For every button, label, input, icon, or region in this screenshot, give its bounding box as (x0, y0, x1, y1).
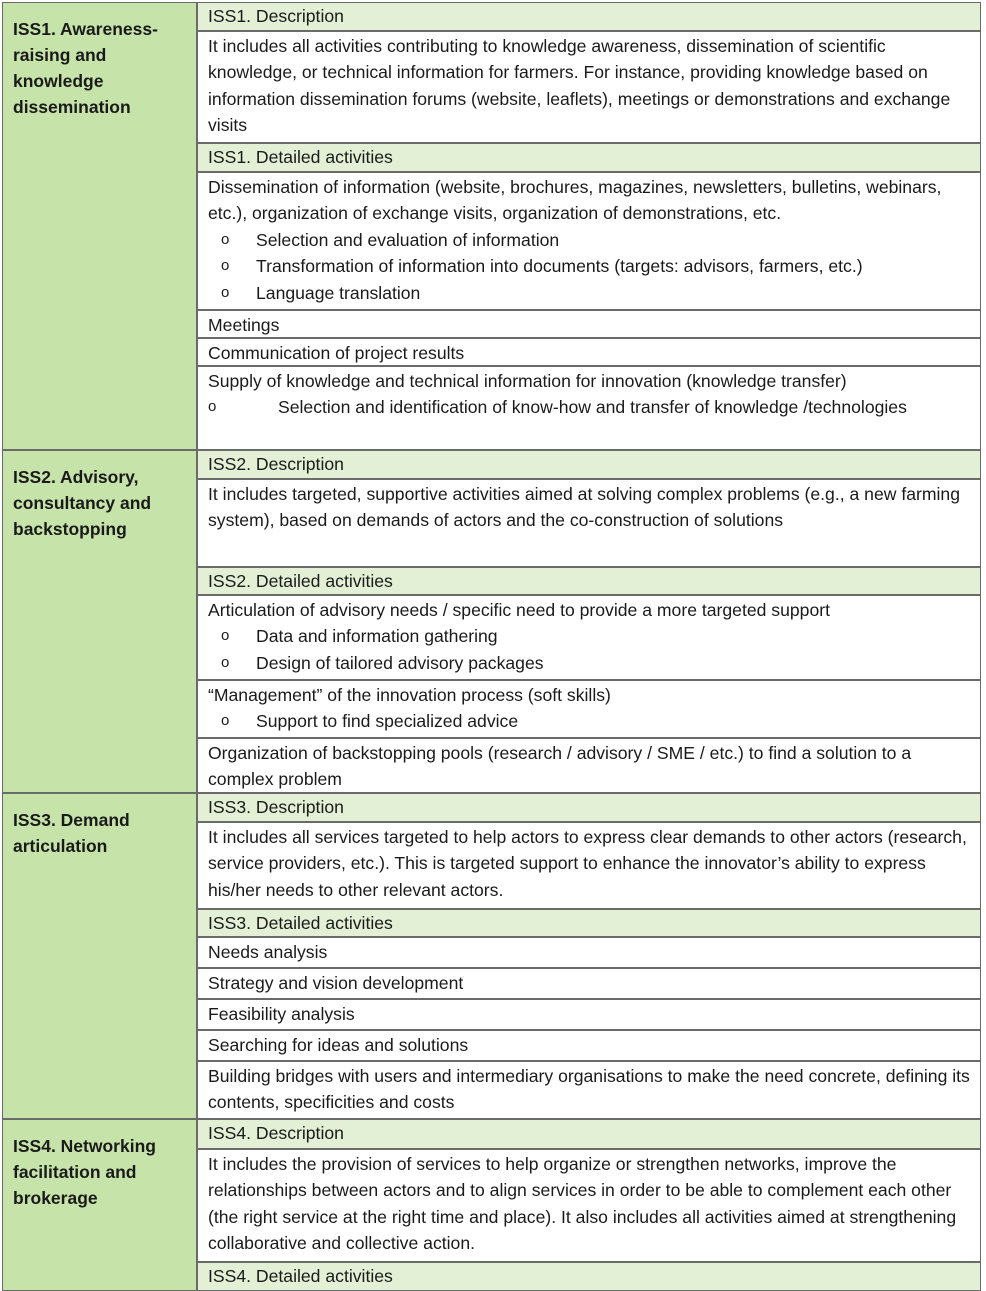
activity-item (197, 366, 981, 450)
activity-item: Searching for ideas and solutions (197, 1030, 981, 1061)
activities-header: ISS4. Detailed activities (197, 1262, 981, 1291)
description-text: It includes all services targeted to help actors to express clear demands to other actors (research, service providers, etc.). This is targeted support to enhance the innovator’s ability to express his/her needs to other relevant actors. (197, 822, 981, 909)
activity-bullet: o Design of tailored advisory packages (208, 650, 972, 676)
section-iss2 (2, 450, 981, 793)
activity-item: Meetings (197, 310, 981, 338)
activity-item: Building bridges with users and intermediary organisations to make the need concrete, defining its contents, specificities and costs (197, 1061, 981, 1119)
section-iss4 (2, 1119, 981, 1291)
bullet-icon: o (221, 283, 230, 301)
activity-item: Organization of backstopping pools (research / advisory / SME / etc.) to find a solution to a complex problem (197, 738, 981, 793)
description-header: ISS1. Description (197, 2, 981, 31)
section-title: ISS2. Advisory, consultancy and backstopping (2, 450, 197, 793)
activity-item (197, 172, 981, 310)
activity-item (197, 595, 981, 680)
bullet-icon: o (221, 257, 230, 275)
activity-bullet: o Support to find specialized advice (208, 708, 972, 734)
activity-item: Needs analysis (197, 937, 981, 968)
activity-bullet: o Selection and evaluation of information (208, 227, 972, 253)
description-header: ISS4. Description (197, 1119, 981, 1149)
activity-item (197, 680, 981, 738)
activity-item: Feasibility analysis (197, 999, 981, 1030)
activity-text: “Management” of the innovation process (soft skills) (208, 685, 611, 705)
activity-bullet: o Selection and identification of know-how and transfer of knowledge /technologies (208, 394, 972, 420)
activity-item: Strategy and vision development (197, 968, 981, 999)
section-title: ISS4. Networking facilitation and brokerage (2, 1119, 197, 1291)
activity-text: Dissemination of information (website, brochures, magazines, newsletters, bulletins, webinars, etc.), organization of exchange visits, organization of demonstrations, etc. (208, 177, 942, 224)
activities-header: ISS1. Detailed activities (197, 143, 981, 172)
section-iss3 (2, 793, 981, 1119)
section-iss1 (2, 2, 981, 450)
activity-text: Articulation of advisory needs / specific need to provide a more targeted support (208, 600, 830, 620)
activity-bullet: o Language translation (208, 280, 972, 306)
activities-header: ISS3. Detailed activities (197, 909, 981, 937)
activity-item: Communication of project results (197, 338, 981, 366)
description-text: It includes targeted, supportive activities aimed at solving complex problems (e.g., a new farming system), based on demands of actors and the co-construction of solutions (197, 479, 981, 567)
activity-bullet: o Data and information gathering (208, 623, 972, 649)
description-header: ISS3. Description (197, 793, 981, 822)
activity-text: Supply of knowledge and technical information for innovation (knowledge transfer) (208, 371, 847, 391)
description-text: It includes all activities contributing to knowledge awareness, dissemination of scientific knowledge, or technical information for farmers. For instance, providing knowledge based on information dissemination forums (website, leaflets), meetings or demonstrations and exchange visits (197, 31, 981, 143)
description-header: ISS2. Description (197, 450, 981, 479)
bullet-icon: o (221, 230, 230, 248)
bullet-icon: o (221, 653, 230, 671)
activity-bullet: o Transformation of information into documents (targets: advisors, farmers, etc.) (208, 253, 972, 279)
bullet-icon: o (208, 398, 217, 416)
section-title: ISS1. Awareness-raising and knowledge dissemination (2, 2, 197, 450)
section-title: ISS3. Demand articulation (2, 793, 197, 1119)
bullet-icon: o (221, 627, 230, 645)
activities-header: ISS2. Detailed activities (197, 567, 981, 595)
bullet-icon: o (221, 712, 230, 730)
description-text: It includes the provision of services to help organize or strengthen networks, improve the relationships between actors and to align services in order to be able to complement each other (the right service at the right time and place). It also includes all activities aimed at strengthening collaborative and collective action. (197, 1149, 981, 1262)
